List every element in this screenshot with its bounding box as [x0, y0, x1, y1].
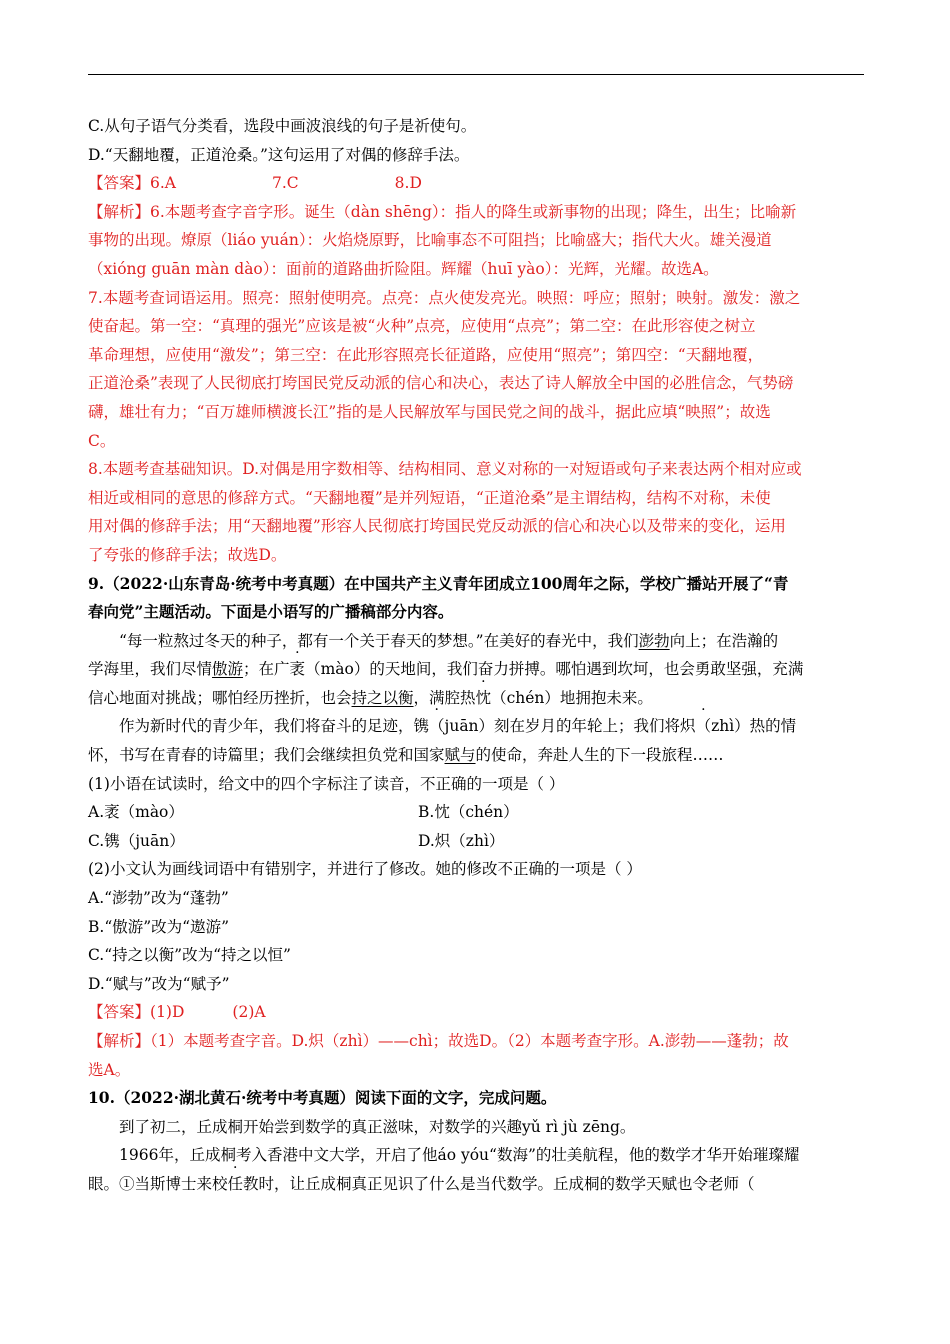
question-9-stem-line: 春向党”主题活动。下面是小语写的广播稿部分内容。 [88, 602, 454, 622]
analysis-line: （xióng guān màn dào）：面前的道路曲折险阻。辉耀（huī yào）：光辉，光耀。故选A。 [88, 259, 719, 278]
question-10-passage-line: 到了初二，丘成桐开始尝到数学的真正滋味，对数学的兴趣yǔ rì jù zēng。 [119, 1117, 636, 1136]
question-9-stem-line: 9.（2022·山东青岛·统考中考真题）在中国共产主义青年团成立100周年之际，学校广播站开展了“青 [88, 573, 789, 593]
underlined-word-fuyu: 赋与 [444, 746, 476, 765]
question-10-passage-line: 眼。①当斯博士来校任教时，让丘成桐真正见识了什么是当代数学。丘成桐的数学天赋也令老师（ [88, 1174, 755, 1193]
analysis-line: 相近或相同的意思的修辞方式。“天翻地覆”是并列短语，“正道沧桑”是主谓结构，结构不对称，未使 [88, 488, 771, 507]
header-rule [88, 74, 864, 75]
subquestion-1-options-cd [88, 827, 864, 856]
option-d: D.“赋与”改为“赋予” [88, 974, 230, 993]
subquestion-2: (2)小文认为画线词语中有错别字，并进行了修改。她的修改不正确的一项是（ ） [88, 860, 642, 879]
dotted-char-juan: 镌 [413, 717, 430, 736]
dotted-char-mao: 袤 [289, 660, 306, 679]
question-9-passage-p2: 作为新时代的青少年，我们将奋斗的足迹，镌（juān）刻在岁月的年轮上；我们将炽（zhì）热的情 怀，书写在青春的诗篇里；我们会继续担负党和国家赋与的使命，奔赴人生的下一段旅程…… [88, 717, 797, 765]
analysis-line: 选A。 [88, 1060, 131, 1079]
analysis-line: 事物的出现。燎原（liáo yuán）：火焰烧原野，比喻事态不可阻挡；比喻盛大；指代大火。雄关漫道 [88, 231, 772, 250]
answer-9-2: (2)A [232, 1003, 266, 1022]
underlined-word-aoyou: 傲游 [212, 660, 244, 679]
option-c: C.镌（juān） [88, 831, 185, 850]
answer-6: 6.A [150, 174, 176, 193]
option-b: B.“傲游”改为“遨游” [88, 917, 230, 936]
analysis-line: C。 [88, 431, 116, 450]
answer-9-1: (1)D [150, 1003, 185, 1022]
underlined-word-pengbo: 澎勃 [638, 631, 670, 650]
analysis-line: 8.本题考查基础知识。D.对偶是用字数相等、结构相同、意义对称的一对短语或句子来表达两个相对应或 [88, 460, 802, 479]
question-9-passage-p1: “每一粒熬过冬天的种子，都有一个关于春天的梦想。”在美好的春光中，我们澎勃向上；在浩瀚的 学海里，我们尽情傲游；在广袤（mào）的天地间，我们奋力拼搏。哪怕遇到坎坷，也会勇敢坚强，充满 信心地面对挑战；哪怕经历挫折，也会持之以衡，满腔热忱（chén）地拥抱未来。 [88, 631, 804, 707]
analysis-line: 【解析】6.本题考查字音字形。诞生（dàn shēng）：指人的降生或新事物的出现；降生，出生；比喻新 [88, 202, 797, 221]
analysis-9 [88, 1027, 864, 1084]
answer-9 [88, 998, 864, 1027]
page-content [88, 112, 864, 1199]
analysis-line: 7.本题考查词语运用。照亮：照射使明亮。点亮：点火使发亮光。映照：呼应；照射；映射。激发：激之 [88, 288, 801, 307]
answer-8: 8.D [394, 174, 422, 193]
analysis-line: 正道沧桑”表现了人民彻底打垮国民党反动派的信心和决心，表达了诗人解放全中国的必胜信念，气势磅 [88, 374, 794, 393]
subquestion-1: (1)小语在试读时，给文中的四个字标注了读音，不正确的一项是（ ） [88, 774, 565, 793]
analysis-line: 【解析】（1）本题考查字音。D.炽（zhì）——chì；故选D。（2）本题考查字形。A.澎勃——蓬勃；故 [88, 1032, 789, 1050]
dotted-char-chen: 忱 [475, 688, 492, 707]
answer-6-8 [88, 169, 864, 198]
analysis-line: 用对偶的修辞手法；用“天翻地覆”形容人民彻底打垮国民党反动派的信心和决心以及带来的变化，运用 [88, 517, 786, 536]
underlined-word-chizhiyiheng: 持之以衡 [351, 688, 414, 707]
dotted-char-ren: 任 [227, 1174, 244, 1193]
question-9-stem [88, 570, 864, 627]
analysis-6-8 [88, 198, 864, 570]
question-10-passage-line: 1966年，丘成桐考入香港中文大学，开启了他áo yóu“数海”的壮美航程，他的数学才华开始璀璨耀 [119, 1146, 800, 1165]
option-a: A.“澎勃”改为“蓬勃” [88, 889, 229, 908]
answer-label: 【答案】 [88, 174, 151, 193]
option-c-q5: C.从句子语气分类看，选段中画波浪线的句子是祈使句。 [88, 117, 477, 135]
option-a: A.袤（mào） [88, 803, 184, 822]
option-b: B.忱（chén） [418, 803, 519, 822]
answer-label: 【答案】 [88, 1003, 151, 1022]
option-d: D.炽（zhì） [418, 831, 505, 850]
option-d-q5: D.“天翻地覆，正道沧桑。”这句运用了对偶的修辞手法。 [88, 145, 470, 164]
analysis-line: 革命理想，应使用“激发”；第三空：在此形容照亮长征道路，应使用“照亮”；第四空：“天翻地覆， [88, 345, 764, 364]
analysis-line: 礴，雄壮有力；“百万雄师横渡长江”指的是人民解放军与国民党之间的战斗，据此应填“映照”；故选 [88, 402, 771, 421]
option-c: C.“持之以衡”改为“持之以恒” [88, 946, 291, 965]
answer-7: 7.C [272, 174, 299, 193]
subquestion-1-options-ab [88, 798, 864, 827]
analysis-line: 了夸张的修辞手法；故选D。 [88, 545, 287, 564]
analysis-line: 使奋起。第一空：“真理的强光”应该是被“火种”点亮，应使用“点亮”；第二空：在此形容使之树立 [88, 317, 756, 336]
dotted-char-zhi: 炽 [680, 717, 696, 736]
question-10-stem: 10.（2022·湖北黄石·统考中考真题）阅读下面的文字，完成问题。 [88, 1088, 557, 1108]
